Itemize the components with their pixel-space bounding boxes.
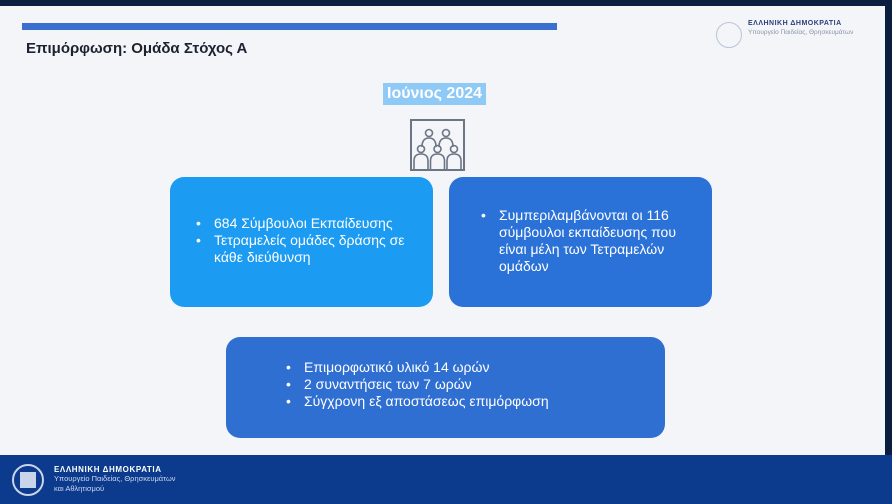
training-details-box (226, 337, 665, 438)
bullet-item: • 2 συναντήσεις των 7 ωρών (282, 376, 645, 393)
bullet-item: • Επιμορφωτικό υλικό 14 ωρών (282, 359, 645, 376)
footer-subtitle: Υπουργείο Παιδείας, Θρησκευμάτων (54, 474, 176, 483)
footer-title: ΕΛΛΗΝΙΚΗ ΔΗΜΟΚΡΑΤΙΑ (54, 465, 162, 474)
participants-box (170, 177, 433, 307)
crest-icon (716, 22, 742, 48)
footer (0, 455, 892, 504)
date-label: Ιούνιος 2024 (383, 83, 486, 105)
included-box (449, 177, 712, 307)
bullet-item: • 684 Σύμβουλοι Εκπαίδευσης (192, 215, 413, 232)
bullet-item: • Συμπεριλαμβάνονται οι 116 σύμβουλοι εκπαίδευσης που είναι μέλη των Τετραμελών ομάδων (477, 207, 696, 275)
top-accent-bar (22, 23, 557, 30)
slide (0, 6, 885, 455)
slide-title: Επιμόρφωση: Ομάδα Στόχος Α (26, 40, 248, 57)
bullet-item: • Τετραμελείς ομάδες δράσης σε κάθε διεύθυνση (192, 232, 413, 266)
bullet-item: • Σύγχρονη εξ αποστάσεως επιμόρφωση (282, 393, 645, 410)
crest-icon (12, 464, 44, 496)
audience-icon (410, 119, 465, 171)
logo-subtitle: Υπουργείο Παιδείας, Θρησκευμάτων (748, 29, 854, 36)
footer-subtitle-2: και Αθλητισμού (54, 484, 105, 493)
logo-title: ΕΛΛΗΝΙΚΗ ΔΗΜΟΚΡΑΤΙΑ (748, 20, 842, 27)
ministry-logo-top (716, 20, 853, 48)
